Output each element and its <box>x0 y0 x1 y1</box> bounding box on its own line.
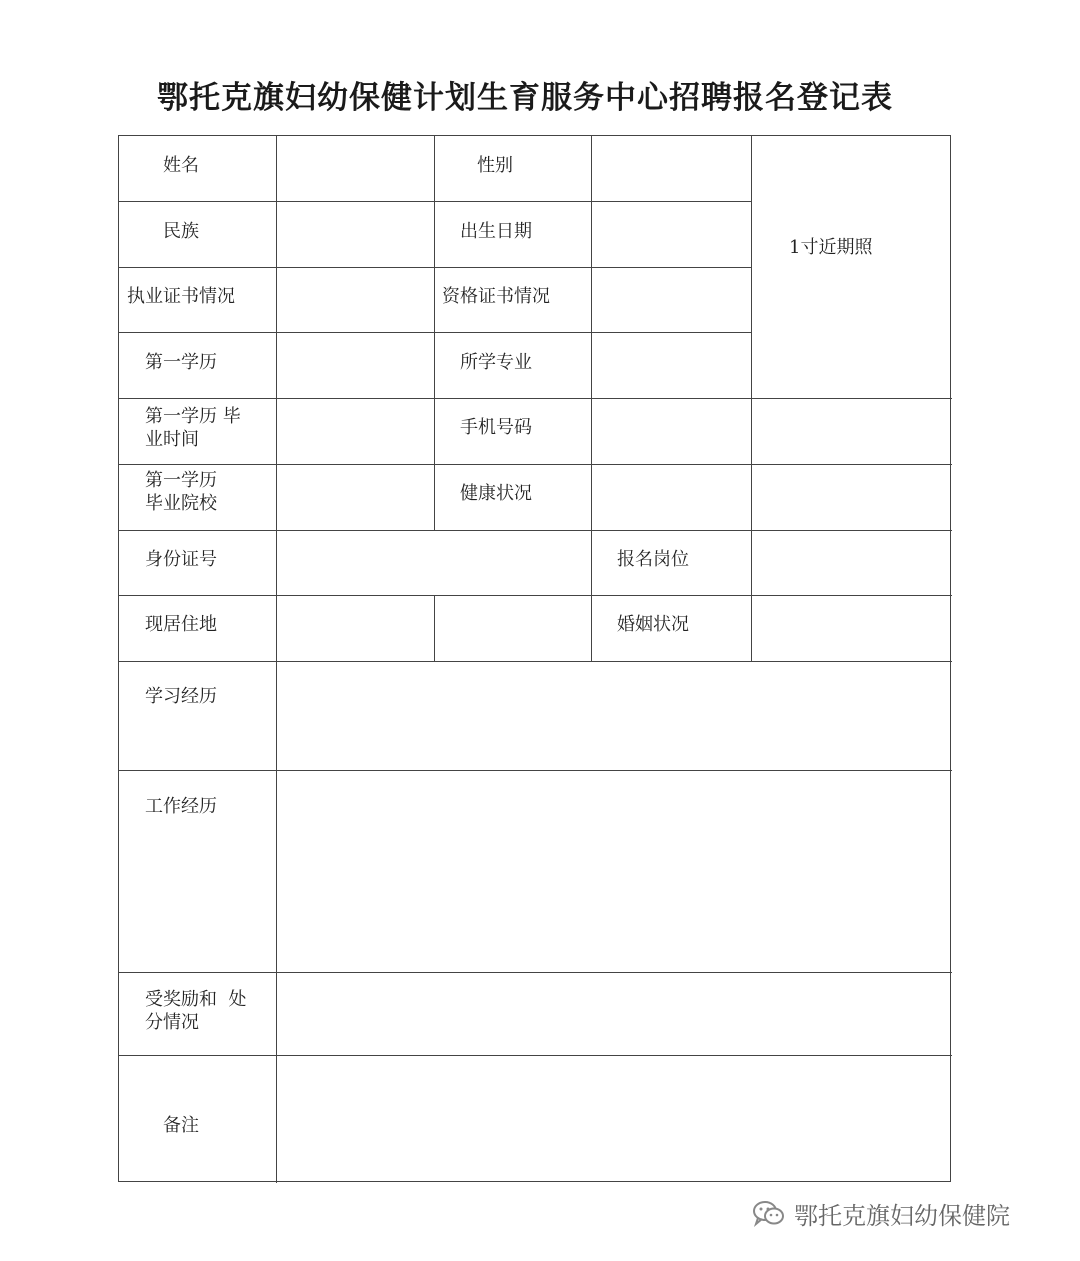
phone-input[interactable] <box>592 399 751 464</box>
label-major: 所学专业 <box>460 352 532 373</box>
label-practice-cert: 执业证书情况 <box>127 286 235 307</box>
marital-input[interactable] <box>752 596 952 661</box>
name-input[interactable] <box>277 136 434 201</box>
awards-input[interactable] <box>277 973 952 1055</box>
wechat-account-name: 鄂托克旗妇幼保健院 <box>794 1202 1010 1230</box>
label-gender: 性别 <box>477 155 513 176</box>
label-grad-time-line2: 业时间 <box>145 429 199 450</box>
label-first-degree: 第一学历 <box>145 352 217 373</box>
id-number-input[interactable] <box>277 531 591 595</box>
major-input[interactable] <box>592 333 751 398</box>
study-history-input[interactable] <box>277 662 952 770</box>
label-study-history: 学习经历 <box>145 686 217 707</box>
position-input[interactable] <box>752 531 952 595</box>
label-health: 健康状况 <box>460 483 532 504</box>
label-qualification-cert: 资格证书情况 <box>442 286 550 307</box>
work-history-input[interactable] <box>277 771 952 972</box>
grad-school-input[interactable] <box>277 465 434 530</box>
residence-input[interactable] <box>277 596 591 661</box>
remarks-input[interactable] <box>277 1056 952 1183</box>
label-photo: 1寸近期照 <box>789 237 873 258</box>
label-awards-line1: 受奖励和 处 <box>145 989 247 1010</box>
ethnicity-input[interactable] <box>277 202 434 267</box>
label-phone: 手机号码 <box>460 417 532 438</box>
registration-form-table <box>118 135 951 1182</box>
label-residence: 现居住地 <box>145 614 217 635</box>
grad-time-input[interactable] <box>277 399 434 464</box>
label-birth-date: 出生日期 <box>460 221 532 242</box>
row-divider <box>119 464 952 465</box>
form-title: 鄂托克旗妇幼保健计划生育服务中心招聘报名登记表 <box>157 80 893 116</box>
photo-box[interactable] <box>752 136 952 398</box>
health-input[interactable] <box>592 465 751 530</box>
label-work-history: 工作经历 <box>145 796 217 817</box>
label-id-number: 身份证号 <box>145 549 217 570</box>
label-grad-school-line1: 第一学历 <box>145 470 217 491</box>
label-name: 姓名 <box>163 155 199 176</box>
practice-cert-input[interactable] <box>277 268 434 332</box>
wechat-account-watermark <box>752 1196 1010 1231</box>
label-grad-time-line1: 第一学历 毕 <box>145 406 241 427</box>
label-awards-line2: 分情况 <box>145 1012 199 1033</box>
label-grad-school-line2: 毕业院校 <box>145 493 217 514</box>
label-ethnicity: 民族 <box>163 221 199 242</box>
column-divider <box>434 136 435 530</box>
wechat-icon <box>752 1199 786 1229</box>
gender-input[interactable] <box>592 136 751 201</box>
label-marital: 婚姻状况 <box>617 614 689 635</box>
birth-date-input[interactable] <box>592 202 751 267</box>
label-remarks: 备注 <box>163 1115 199 1136</box>
first-degree-input[interactable] <box>277 333 434 398</box>
label-position: 报名岗位 <box>617 549 689 570</box>
qualification-cert-input[interactable] <box>592 268 751 332</box>
row-divider <box>119 398 952 399</box>
